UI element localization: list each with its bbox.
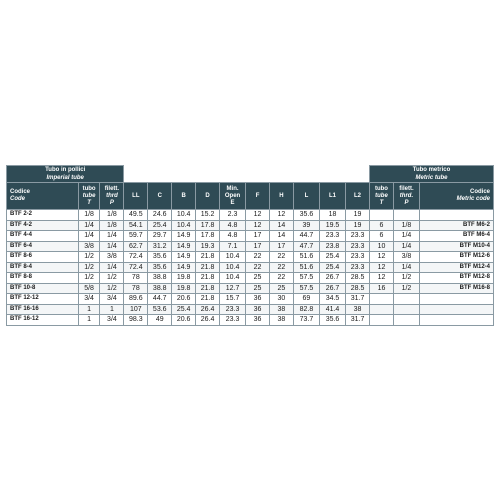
col-header-ll: LL xyxy=(124,183,148,210)
value-cell: 47.7 xyxy=(293,241,319,252)
min-open-header-sublabel: Open xyxy=(224,192,241,199)
col-header-l2: L2 xyxy=(346,183,370,210)
metric-group-title: Tubo metrico xyxy=(412,167,451,173)
value-cell: 19.3 xyxy=(196,241,220,252)
metric-thread-header-label: filett. xyxy=(399,185,414,192)
value-cell: 31.7 xyxy=(346,294,370,305)
value-cell: 1/4 xyxy=(393,262,419,273)
value-cell: 3/4 xyxy=(100,294,124,305)
metric-tube-header-symbol: T xyxy=(379,199,384,206)
value-cell: 1/4 xyxy=(393,231,419,242)
value-cell: 19.8 xyxy=(172,283,196,294)
value-cell: 25.4 xyxy=(172,304,196,315)
metric-code-cell: BTF M6-4 xyxy=(420,231,494,242)
value-cell: 26.4 xyxy=(196,315,220,326)
metric-code-cell xyxy=(420,304,494,315)
tube-header-sublabel: tube xyxy=(82,192,96,199)
value-cell: 44.7 xyxy=(148,294,172,305)
value-cell: 21.8 xyxy=(196,252,220,263)
value-cell: 3/4 xyxy=(78,294,100,305)
value-cell: 1/4 xyxy=(78,231,100,242)
value-cell: 17 xyxy=(246,241,270,252)
value-cell: 1/2 xyxy=(100,283,124,294)
value-cell: 12 xyxy=(246,220,270,231)
imperial-group-header xyxy=(7,166,124,183)
value-cell: 5/8 xyxy=(78,283,100,294)
imperial-group-title: Tubo in pollici xyxy=(45,167,86,173)
value-cell: 78 xyxy=(124,283,148,294)
value-cell: 35.6 xyxy=(148,262,172,273)
value-cell: 69 xyxy=(293,294,319,305)
value-cell: 31.2 xyxy=(148,241,172,252)
value-cell: 12 xyxy=(370,273,394,284)
value-cell: 62.7 xyxy=(124,241,148,252)
col-header-min-open xyxy=(220,183,246,210)
metric-tube-header-label: tubo xyxy=(374,185,388,192)
value-cell: 12 xyxy=(370,252,394,263)
value-cell: 16 xyxy=(370,283,394,294)
value-cell: 10 xyxy=(370,241,394,252)
value-cell: 73.7 xyxy=(293,315,319,326)
value-cell: 14 xyxy=(269,220,293,231)
value-cell: 21.8 xyxy=(196,273,220,284)
value-cell: 23.3 xyxy=(346,262,370,273)
value-cell xyxy=(393,315,419,326)
value-cell: 54.1 xyxy=(124,220,148,231)
col-header-c: C xyxy=(148,183,172,210)
value-cell: 22 xyxy=(269,273,293,284)
metric-code-cell: BTF M10-4 xyxy=(420,241,494,252)
value-cell: 19 xyxy=(346,210,370,221)
metric-group-header xyxy=(370,166,494,183)
value-cell: 1/2 xyxy=(78,273,100,284)
value-cell: 1/2 xyxy=(393,283,419,294)
metric-tube-header-sublabel: tube xyxy=(375,192,388,199)
value-cell xyxy=(370,304,394,315)
imperial-code-cell: BTF 2-2 xyxy=(7,210,79,221)
value-cell: 3/8 xyxy=(100,252,124,263)
value-cell: 51.6 xyxy=(293,252,319,263)
value-cell: 38.8 xyxy=(148,273,172,284)
value-cell xyxy=(370,315,394,326)
value-cell: 51.6 xyxy=(293,262,319,273)
imperial-code-cell: BTF 6-4 xyxy=(7,241,79,252)
value-cell: 1/8 xyxy=(393,220,419,231)
table-row xyxy=(7,294,494,305)
value-cell: 10.4 xyxy=(220,252,246,263)
value-cell: 23.3 xyxy=(346,231,370,242)
value-cell: 1/4 xyxy=(100,262,124,273)
value-cell: 98.3 xyxy=(124,315,148,326)
value-cell: 12 xyxy=(370,262,394,273)
metric-code-cell: BTF M12-8 xyxy=(420,273,494,284)
value-cell: 1/4 xyxy=(100,241,124,252)
value-cell: 17.8 xyxy=(196,220,220,231)
value-cell: 36 xyxy=(246,304,270,315)
table-row xyxy=(7,315,494,326)
value-cell: 12 xyxy=(246,210,270,221)
table-row xyxy=(7,304,494,315)
metric-code-cell: BTF M16-8 xyxy=(420,283,494,294)
col-header-l: L xyxy=(293,183,319,210)
table-body xyxy=(7,210,494,326)
value-cell: 21.8 xyxy=(196,283,220,294)
table-row xyxy=(7,220,494,231)
value-cell: 19.8 xyxy=(172,273,196,284)
imperial-code-cell: BTF 4-4 xyxy=(7,231,79,242)
value-cell: 44.7 xyxy=(293,231,319,242)
metric-code-header-sublabel: Metric code xyxy=(456,196,490,202)
value-cell xyxy=(393,210,419,221)
fittings-dimension-table xyxy=(6,165,494,326)
value-cell: 23.3 xyxy=(346,252,370,263)
value-cell: 35.6 xyxy=(148,252,172,263)
value-cell: 18 xyxy=(319,210,345,221)
tube-header-symbol: T xyxy=(87,199,91,206)
value-cell: 36 xyxy=(246,315,270,326)
value-cell: 12.7 xyxy=(220,283,246,294)
value-cell: 20.6 xyxy=(172,315,196,326)
code-header-label: Codice xyxy=(10,189,31,195)
value-cell: 14 xyxy=(269,231,293,242)
value-cell: 1/2 xyxy=(100,273,124,284)
value-cell: 2.3 xyxy=(220,210,246,221)
value-cell: 14.9 xyxy=(172,262,196,273)
imperial-group-subtitle: Imperial tube xyxy=(46,175,84,181)
col-header-metric-tube xyxy=(370,183,394,210)
value-cell: 6 xyxy=(370,231,394,242)
value-cell: 1/8 xyxy=(100,210,124,221)
value-cell xyxy=(370,210,394,221)
value-cell: 29.7 xyxy=(148,231,172,242)
metric-thread-header-symbol: P xyxy=(404,199,409,206)
value-cell: 14.9 xyxy=(172,231,196,242)
value-cell: 1/2 xyxy=(78,252,100,263)
value-cell: 22 xyxy=(269,252,293,263)
value-cell: 38 xyxy=(269,304,293,315)
col-header-l1: L1 xyxy=(319,183,345,210)
value-cell: 23.8 xyxy=(319,241,345,252)
value-cell: 53.6 xyxy=(148,304,172,315)
value-cell xyxy=(393,294,419,305)
value-cell: 30 xyxy=(269,294,293,305)
metric-code-cell xyxy=(420,210,494,221)
table-row xyxy=(7,231,494,242)
value-cell: 38 xyxy=(346,304,370,315)
imperial-code-cell: BTF 16-16 xyxy=(7,304,79,315)
table-row xyxy=(7,283,494,294)
value-cell: 1/8 xyxy=(100,220,124,231)
value-cell: 35.6 xyxy=(293,210,319,221)
value-cell: 10.4 xyxy=(220,262,246,273)
imperial-code-cell: BTF 16-12 xyxy=(7,315,79,326)
value-cell: 17 xyxy=(269,241,293,252)
metric-code-cell: BTF M12-4 xyxy=(420,262,494,273)
value-cell: 1 xyxy=(100,304,124,315)
value-cell: 23.3 xyxy=(319,231,345,242)
value-cell: 14.9 xyxy=(172,252,196,263)
value-cell xyxy=(370,294,394,305)
metric-group-subtitle: Metric tube xyxy=(415,175,448,181)
value-cell: 22 xyxy=(269,262,293,273)
value-cell: 22 xyxy=(246,262,270,273)
value-cell: 12 xyxy=(269,210,293,221)
value-cell: 82.8 xyxy=(293,304,319,315)
value-cell: 25 xyxy=(246,273,270,284)
imperial-code-cell: BTF 4-2 xyxy=(7,220,79,231)
table-row xyxy=(7,210,494,221)
value-cell: 72.4 xyxy=(124,262,148,273)
value-cell: 25 xyxy=(269,283,293,294)
value-cell: 20.6 xyxy=(172,294,196,305)
imperial-code-cell: BTF 8-6 xyxy=(7,252,79,263)
value-cell xyxy=(393,304,419,315)
col-header-d: D xyxy=(196,183,220,210)
value-cell: 21.8 xyxy=(196,262,220,273)
table-row xyxy=(7,262,494,273)
value-cell: 26.4 xyxy=(196,304,220,315)
value-cell: 1/8 xyxy=(78,210,100,221)
value-cell: 1/4 xyxy=(78,220,100,231)
value-cell: 17.8 xyxy=(196,231,220,242)
value-cell: 7.1 xyxy=(220,241,246,252)
value-cell: 31.7 xyxy=(346,315,370,326)
table-row xyxy=(7,273,494,284)
value-cell: 1/4 xyxy=(100,231,124,242)
value-cell: 49.5 xyxy=(124,210,148,221)
value-cell: 36 xyxy=(246,294,270,305)
value-cell: 14.9 xyxy=(172,241,196,252)
value-cell: 25.4 xyxy=(148,220,172,231)
min-open-header-label: Min. xyxy=(226,185,239,192)
value-cell: 34.5 xyxy=(319,294,345,305)
min-open-header-symbol: E xyxy=(230,199,235,206)
metric-code-cell xyxy=(420,315,494,326)
value-cell: 19 xyxy=(346,220,370,231)
value-cell: 41.4 xyxy=(319,304,345,315)
value-cell: 78 xyxy=(124,273,148,284)
col-header-tube xyxy=(78,183,100,210)
value-cell: 17 xyxy=(246,231,270,242)
value-cell: 10.4 xyxy=(220,273,246,284)
col-header-f: F xyxy=(246,183,270,210)
value-cell: 38.8 xyxy=(148,283,172,294)
value-cell: 6 xyxy=(370,220,394,231)
tube-header-label: tubo xyxy=(82,185,96,192)
col-header-metric-code xyxy=(420,183,494,210)
table-row xyxy=(7,241,494,252)
table-row xyxy=(7,252,494,263)
metric-code-header-label: Codice xyxy=(469,189,490,195)
value-cell: 24.6 xyxy=(148,210,172,221)
value-cell: 38 xyxy=(269,315,293,326)
value-cell: 28.5 xyxy=(346,283,370,294)
value-cell: 59.7 xyxy=(124,231,148,242)
imperial-code-cell: BTF 12-12 xyxy=(7,294,79,305)
value-cell: 23.3 xyxy=(346,241,370,252)
value-cell: 23.3 xyxy=(220,304,246,315)
value-cell: 107 xyxy=(124,304,148,315)
col-header-metric-thread xyxy=(393,183,419,210)
metric-code-cell: BTF M12-6 xyxy=(420,252,494,263)
value-cell: 39 xyxy=(293,220,319,231)
imperial-code-cell: BTF 10-8 xyxy=(7,283,79,294)
value-cell: 26.7 xyxy=(319,283,345,294)
value-cell: 57.5 xyxy=(293,273,319,284)
value-cell: 89.6 xyxy=(124,294,148,305)
value-cell: 28.5 xyxy=(346,273,370,284)
value-cell: 4.8 xyxy=(220,231,246,242)
value-cell: 1 xyxy=(78,304,100,315)
metric-code-cell: BTF M6-2 xyxy=(420,220,494,231)
value-cell: 3/8 xyxy=(393,252,419,263)
col-header-code xyxy=(7,183,79,210)
value-cell: 15.2 xyxy=(196,210,220,221)
imperial-code-cell: BTF 8-8 xyxy=(7,273,79,284)
col-header-b: B xyxy=(172,183,196,210)
value-cell: 1 xyxy=(78,315,100,326)
value-cell: 4.8 xyxy=(220,220,246,231)
metric-thread-header-sublabel: thrd. xyxy=(399,192,414,199)
imperial-code-cell: BTF 8-4 xyxy=(7,262,79,273)
col-header-thread xyxy=(100,183,124,210)
value-cell: 57.5 xyxy=(293,283,319,294)
value-cell: 25 xyxy=(246,283,270,294)
value-cell: 10.4 xyxy=(172,210,196,221)
thread-header-symbol: P xyxy=(109,199,114,206)
thread-header-label: filett. xyxy=(104,185,120,192)
code-header-sublabel: Code xyxy=(10,196,25,202)
value-cell: 3/8 xyxy=(78,241,100,252)
value-cell: 23.3 xyxy=(220,315,246,326)
thread-header-sublabel: thrd xyxy=(106,192,118,199)
value-cell: 22 xyxy=(246,252,270,263)
value-cell: 25.4 xyxy=(319,262,345,273)
value-cell: 19.5 xyxy=(319,220,345,231)
value-cell: 3/4 xyxy=(100,315,124,326)
value-cell: 1/4 xyxy=(393,241,419,252)
value-cell: 72.4 xyxy=(124,252,148,263)
value-cell: 26.7 xyxy=(319,273,345,284)
value-cell: 1/2 xyxy=(78,262,100,273)
value-cell: 15.7 xyxy=(220,294,246,305)
value-cell: 10.4 xyxy=(172,220,196,231)
value-cell: 25.4 xyxy=(319,252,345,263)
metric-code-cell xyxy=(420,294,494,305)
value-cell: 35.6 xyxy=(319,315,345,326)
value-cell: 21.8 xyxy=(196,294,220,305)
value-cell: 49 xyxy=(148,315,172,326)
group-spacer xyxy=(124,166,370,183)
value-cell: 1/2 xyxy=(393,273,419,284)
col-header-h: H xyxy=(269,183,293,210)
